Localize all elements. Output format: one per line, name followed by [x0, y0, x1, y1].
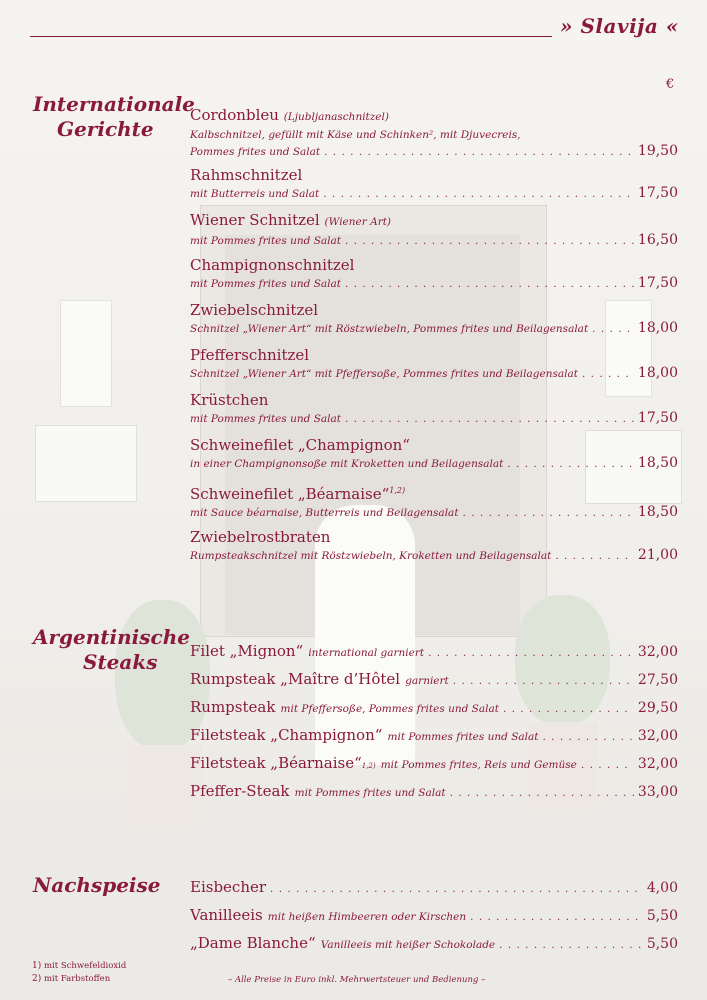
wall-lamp-left [60, 300, 112, 407]
item-name: Rumpsteak [190, 698, 276, 716]
item-description: mit Sauce béarnaise, Butterreis und Beilagensalat [190, 507, 459, 519]
item-description: mit Pommes frites und Salat [190, 235, 341, 247]
currency-symbol: € [666, 77, 675, 92]
item-name: Cordonbleu [190, 106, 279, 124]
item-price: 5,50 [646, 936, 678, 952]
dot-leader [345, 278, 634, 290]
item-name: Pfeffer-Steak [190, 782, 290, 800]
item-name: Eisbecher [190, 878, 267, 896]
menu-item [190, 255, 678, 292]
item-description: Schnitzel „Wiener Art“ mit Pfeffersoße, Pommes frites und Beilagensalat [190, 368, 578, 380]
item-description: Vanilleeis mit heißer Schokolade [320, 939, 496, 951]
menu-item [190, 641, 678, 661]
dot-leader [507, 458, 634, 470]
dot-leader [463, 507, 634, 519]
dot-leader [428, 647, 634, 659]
menu-item [190, 210, 678, 249]
dot-leader [503, 703, 634, 715]
item-name: Zwiebelschnitzel [190, 301, 319, 319]
section-title-international [33, 92, 195, 142]
price-note: – Alle Preise in Euro inkl. Mehrwertsteuer und Bedienung – [228, 975, 486, 985]
dot-leader [582, 368, 634, 380]
menu-item [190, 435, 678, 472]
menu-item [190, 669, 678, 689]
menu-item [190, 781, 678, 801]
footnote-text: mit Schwefeldioxid [43, 961, 127, 971]
item-price: 33,00 [637, 784, 678, 800]
section-title-line: Argentinische [33, 625, 190, 649]
item-name: Filet „Mignon“ [190, 642, 304, 660]
item-description: international garniert [308, 647, 425, 659]
item-description: mit Pommes frites und Salat [294, 787, 446, 799]
item-description: Schnitzel „Wiener Art“ mit Röstzwiebeln, Pommes frites und Beilagensalat [190, 323, 589, 335]
item-name: „Dame Blanche“ [190, 934, 316, 952]
dot-leader [543, 731, 634, 743]
item-name: Wiener Schnitzel [190, 211, 320, 229]
footnote-mark: 1) [32, 961, 42, 971]
item-description: mit Pommes frites und Salat [190, 278, 341, 290]
section-title-line: Steaks [83, 650, 158, 674]
item-footnote-mark: 1,2) [361, 762, 376, 770]
item-name: Zwiebelrostbraten [190, 528, 331, 546]
item-price: 32,00 [637, 728, 678, 744]
item-description: mit Pommes frites und Salat [387, 731, 539, 743]
section-title-argentine [33, 625, 190, 675]
item-price: 19,50 [637, 143, 678, 159]
menu-item [190, 527, 678, 564]
item-footnote-mark: 1,2) [389, 486, 406, 495]
dot-leader [450, 787, 634, 799]
dot-leader [270, 883, 643, 895]
menu-item [190, 877, 678, 897]
item-description: mit Pfeffersoße, Pommes frites und Salat [280, 703, 499, 715]
dot-leader [324, 146, 634, 158]
menu-item [190, 933, 678, 953]
menu-item [190, 905, 678, 925]
footnote-mark: 2) [32, 974, 42, 984]
item-description: mit Pommes frites und Salat [190, 413, 341, 425]
item-description: Kalbschnitzel, gefüllt mit Käse und Schinken², mit Djuvecreis, [190, 129, 521, 141]
item-name: Schweinefilet „Béarnaise“ [190, 485, 390, 503]
item-name: Rahmschnitzel [190, 166, 303, 184]
item-price: 18,50 [637, 455, 678, 471]
item-price: 29,50 [637, 700, 678, 716]
menu-item [190, 481, 678, 521]
item-price: 21,00 [637, 547, 678, 563]
dot-leader [592, 323, 634, 335]
item-note: (Wiener Art) [324, 216, 392, 228]
item-name: Pfefferschnitzel [190, 346, 310, 364]
item-description: mit Butterreis und Salat [190, 188, 320, 200]
dot-leader [345, 235, 634, 247]
item-price: 16,50 [637, 232, 678, 248]
footnote [32, 973, 126, 986]
item-price: 17,50 [637, 275, 678, 291]
item-price: 18,00 [637, 365, 678, 381]
section-title-line: Gerichte [57, 117, 154, 141]
item-price: 17,50 [637, 410, 678, 426]
menu-item [190, 105, 678, 160]
menu-item [190, 725, 678, 745]
item-name: Filetsteak „Béarnaise“ [190, 754, 362, 772]
item-description: garniert [405, 675, 449, 687]
restaurant-name: » Slavija « [560, 14, 679, 38]
item-price: 32,00 [637, 756, 678, 772]
menu-item [190, 753, 678, 773]
item-name: Krüstchen [190, 391, 269, 409]
dot-leader [453, 675, 634, 687]
item-price: 27,50 [637, 672, 678, 688]
item-price: 17,50 [637, 185, 678, 201]
menu-item [190, 165, 678, 202]
item-price: 18,50 [637, 504, 678, 520]
menu-item [190, 697, 678, 717]
item-description: Rumpsteakschnitzel mit Röstzwiebeln, Kroketten und Beilagensalat [190, 550, 552, 562]
item-name: Schweinefilet „Champignon“ [190, 436, 410, 454]
menu-item [190, 345, 678, 382]
item-description: Pommes frites und Salat [190, 146, 321, 158]
item-name: Filetsteak „Champignon“ [190, 726, 383, 744]
dot-leader [499, 939, 643, 951]
menu-display-box-left [35, 425, 137, 502]
item-name: Champignonschnitzel [190, 256, 355, 274]
footnote-text: mit Farbstoffen [43, 974, 111, 984]
item-description: mit heißen Himbeeren oder Kirschen [267, 911, 467, 923]
item-name: Vanilleeis [190, 906, 263, 924]
dot-leader [345, 413, 634, 425]
item-name: Rumpsteak „Maître d’Hôtel [190, 670, 401, 688]
dot-leader [555, 550, 634, 562]
dot-leader [323, 188, 634, 200]
footnotes [32, 960, 126, 986]
section-title-line: Internationale [33, 92, 195, 116]
item-description: mit Pommes frites, Reis und Gemüse [380, 759, 577, 771]
item-description: in einer Champignonsoße mit Kroketten und Beilagensalat [190, 458, 504, 470]
menu-item [190, 390, 678, 427]
header-rule [30, 36, 552, 37]
footnote [32, 960, 126, 973]
item-price: 18,00 [637, 320, 678, 336]
item-price: 32,00 [637, 644, 678, 660]
item-note: (Ljubljanaschnitzel) [283, 111, 389, 123]
item-price: 5,50 [646, 908, 678, 924]
menu-item [190, 300, 678, 337]
item-price: 4,00 [646, 880, 678, 896]
section-title-dessert: Nachspeise [33, 873, 161, 897]
dot-leader [470, 911, 643, 923]
dot-leader [581, 759, 634, 771]
